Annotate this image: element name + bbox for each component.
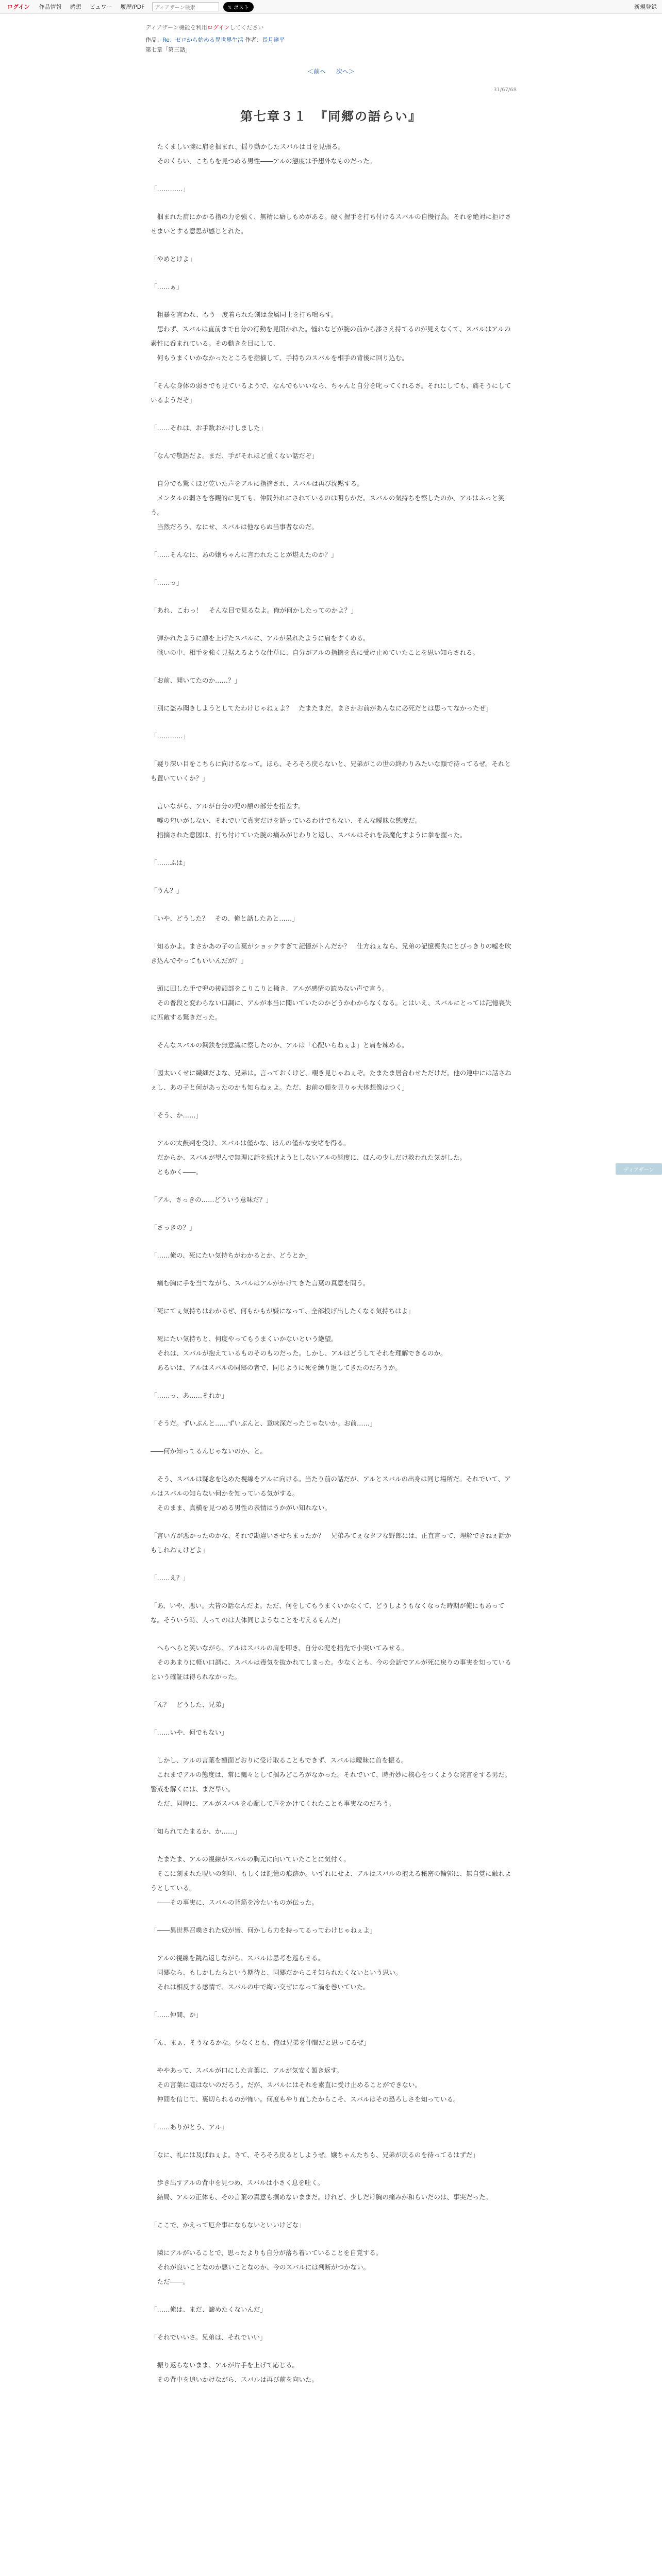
prev-chapter-link[interactable]: ＜前へ [307, 68, 326, 75]
paragraph: 死にたい気持ちと、何度やってもうまくいかないという絶望。 それは、スバルが抱えているものそのものだった。しかし、アルはどうしてそれを理解できるのか。 あるいは、アルはスバルの同郷の者で、同じように死を繰り返してきたのだろうか。 [157, 1335, 447, 1371]
paragraph: アルの視線を跳ね返しながら、スバルは思考を巡らせる。 同郷なら、もしかしたらという期待と、同郷だからこそ知られたくないという思い。 それは相反する感情で、スバルの中で綯い交ぜになって渦を巻いていた。 [157, 1954, 402, 1991]
paragraph: 「……いや、何でもない」 [151, 1728, 228, 1736]
author-label: 作者： [245, 37, 262, 43]
paragraph: ――何か知ってるんじゃないのか、と。 [151, 1447, 267, 1455]
paragraph: 「――異世界召喚された奴が皆、何かしら力を持ってるってわけじゃねぇよ」 [151, 1926, 376, 1934]
paragraph: 「ん？ どうした、兄弟」 [151, 1701, 228, 1708]
chapter-number: 31/67/68 [493, 87, 517, 93]
paragraph: 「知るかよ。まさかあの子の言葉がショックすぎて記憶がトんだか？ 仕方ねぇなら、兄弟の記憶喪失にとびっきりの嘘を吹き込んでやってもいいんだが？」 [151, 942, 511, 964]
login-notice [145, 23, 517, 31]
paragraph: 「……っ」 [151, 579, 183, 586]
paragraph: 「あれ、こわっ！ そんな目で見るなよ。俺が何かしたってのかよ？」 [151, 606, 357, 614]
chapter-subtitle: 第七章「第三話」 [145, 46, 191, 53]
paragraph: 痛む胸に手を当てながら、スバルはアルがかけてきた言葉の真意を問う。 [151, 1279, 370, 1287]
work-header [145, 14, 517, 124]
paragraph: 「別に盗み聞きしようとしてたわけじゃねぇよ？ たまたまだ。まさかお前があんなに必死だとは思ってなかったぜ」 [151, 704, 492, 712]
notice-prefix: ディアザーン機能を利用 [145, 24, 207, 31]
paragraph: 歩き出すアルの背中を見つめ、スバルは小さく息を吐く。 結局、アルの正体も、その言葉の真意も掴めないままだ。けれど、少しだけ胸の痛みが和らいだのは、事実だった。 [157, 2179, 492, 2201]
nav-link-viewer[interactable]: ビュワー [89, 4, 112, 10]
paragraph: 「死にてぇ気持ちはわかるぜ、何もかもが嫌になって、全部投げ出したくなる気持ちはよ」 [151, 1307, 415, 1315]
next-chapter-link[interactable]: 次へ＞ [336, 68, 355, 75]
paragraph: 「……それは、お手数おかけしました」 [151, 424, 267, 432]
chapter-pager [145, 67, 517, 76]
login-link[interactable]: ログイン [7, 4, 30, 10]
paragraph: しかし、アルの言葉を額面どおりに受け取ることもできず、スバルは曖昧に首を振る。 これまでアルの態度は、常に飄々として掴みどころがなかった。それでいて、時折妙に核心をつくような発言をする男だ。警戒を解くには、まだ早い。 ただ、同時に、アルがスバルを心配して声をかけてくれたことも事実なのだろう。 [151, 1756, 511, 1807]
x-post-label: ポスト [233, 5, 249, 11]
paragraph: 「……仲間、か」 [151, 2011, 203, 2019]
chapter-title: 第七章３１ 『同郷の語らい』 [240, 109, 422, 124]
paragraph: ややあって、スバルが口にした言葉に、アルが気安く頷き返す。 その言葉に嘘はないのだろう。だが、スバルにはそれを素直に受け止めることができない。 仲間を信じて、裏切られるのが怖い。何度もやり直したからこそ、スバルはその恐ろしさを知っている。 [157, 2066, 460, 2103]
paragraph: 「お前、聞いてたのか……？」 [151, 676, 241, 684]
paragraph: 言いながら、アルが自分の兜の額の部分を指差す。 嘘の匂いがしない、それでいて真実だけを語っているわけでもない、そんな曖昧な態度だ。 指摘された意図は、打ち付けていた腕の痛みがじわりと返し、スバルはそれを誤魔化すように拳を握った。 [157, 802, 467, 839]
paragraph: 頭に回した手で兜の後頭部をこりこりと掻き、アルが感情の読めない声で言う。 その普段と変わらない口調に、アルが本当に聞いていたのかどうかわからなくなる。とはいえ、スバルにとっては記憶喪失に匹敵する驚きだった。 [151, 985, 511, 1021]
paragraph: 隣にアルがいることで、思ったよりも自分が落ち着いていることを自覚する。 それが良いことなのか悪いことなのか、今のスバルには判断がつかない。 ただ――。 [157, 2249, 383, 2285]
paragraph: 掴まれた肩にかかる指の力を強く、無精に癖しもめがある。硬く握手を打ち付けるスバルの自慢行為。それを絶対に拒けさせまいとする意思が感じとれた。 [151, 213, 511, 235]
paragraph: 「……俺は、まだ、諦めたくないんだ」 [151, 2306, 267, 2313]
series-line [145, 36, 517, 44]
paragraph: 「なに、礼には及ばねぇよ。さて、そろそろ戻るとしようぜ。嬢ちゃんたちも、兄弟が戻るのを待ってるはずだ」 [151, 2151, 479, 2159]
search-input[interactable]: ディアザーン検索 [152, 2, 219, 11]
paragraph: 「なんで敬語だよ。まだ、手がそれほど重くない話だぞ」 [151, 452, 319, 460]
paragraph: 振り返らないまま、アルが片手を上げて応じる。 その背中を追いかけながら、スバルは再び前を向いた。 [157, 2361, 319, 2383]
paragraph: 「うん？」 [151, 887, 183, 894]
paragraph: 「あ、いや、悪い。大昔の話なんだよ。ただ、何をしてもうまくいかなくて、どうしようもなくなった時期が俺にもあってな。そういう時、人ってのは大体同じようなことを考えるもんだ」 [151, 1602, 505, 1624]
paragraph: 「……そんなに、あの嬢ちゃんに言われたことが堪えたのか？」 [151, 551, 338, 558]
paragraph: 「知られてたまるか、か……」 [151, 1827, 241, 1835]
paragraph: 自分でも驚くほど乾いた声をアルに指摘され、スバルは再び沈黙する。 メンタルの弱さを客観的に見ても、仲間外れにされているのは明らかだ。スバルの気持ちを察したのか、アルはふっと笑う。 当然だろう、なにせ、スバルは他ならぬ当事者なのだ。 [151, 480, 505, 531]
notice-suffix: してください [229, 24, 264, 31]
paragraph: 粗暴を言われ、もう一度着られた剣は金属同士を打ち鳴らす。 思わず、スバルは直前まで自分の行動を見開かれた。憧れなどが腕の前から漆さえ持てるのが見えなくて、スバルはアルの素性に呑まれている。その動きを目にして、 何もうまくいかなかったところを指摘して、手持ちのスバルを相手の背後に回り込む。 [151, 311, 511, 362]
paragraph: 弾かれたように顔を上げたスバルに、アルが呆れたように肩をすくめる。 戦いの中、相手を強く見据えるような仕草に、自分がアルの指摘を真に受け止めていたことを思い知らされる。 [157, 634, 479, 656]
register-link[interactable]: 新規登録 [634, 4, 657, 10]
paragraph: 「……ありがとう、アル」 [151, 2123, 228, 2131]
paragraph: 「……っ、あ……それか」 [151, 1392, 228, 1399]
series-title-link[interactable]: Re：ゼロから始める異世界生活 [162, 37, 243, 43]
paragraph: 「ん、まぁ、そうなるかな。少なくとも、俺は兄弟を仲間だと思ってるぜ」 [151, 2039, 370, 2046]
paragraph: 「……俺の、死にたい気持ちがわかるとか、どうとか」 [151, 1251, 312, 1259]
paragraph: 「図太いくせに繊細だよな、兄弟は。言っておくけど、覗き見じゃねぇぞ。たまたま居合わせただけだ。他の連中には話さねぇし、あの子と何があったのかも知らねぇよ。ただ、お前の顔を見りゃ大体想像はつく」 [151, 1069, 511, 1091]
paragraph: 「疑り深い目をこちらに向けるなって。ほら、そろそろ戻らないと、兄弟がこの世の終わりみたいな顔で待ってるぜ。それとも置いていくか？」 [151, 760, 511, 782]
paragraph: 「…………」 [151, 732, 190, 740]
series-label: 作品： [145, 37, 162, 43]
paragraph: 「……え？」 [151, 1574, 190, 1582]
paragraph: そう、スバルは疑念を込めた視線をアルに向ける。当たり前の話だが、アルとスバルの出身は同じ場所だ。それでいて、アルはスバルの知らない何かを知っている気がする。 そのまま、真横を見つめる男性の表情はうかがい知れない。 [151, 1475, 511, 1512]
novel-body [151, 140, 511, 2576]
paragraph: 「ここで、かえって厄介事にならないといいけどな」 [151, 2221, 305, 2229]
paragraph: 「そんな身体の弱さでも見ているようで、なんでもいいなら、ちゃんと自分を叱ってくれるさ。それにしても、痛そうにしているようだぞ」 [151, 382, 511, 404]
paragraph: 「……ふは」 [151, 859, 190, 867]
x-post-button[interactable] [223, 2, 254, 12]
paragraph: 「……ぁ」 [151, 283, 183, 291]
paragraph: たくましい腕に肩を掴まれ、揺り動かしたスバルは目を見張る。 そのくらい、こちらを見つめる男性――アルの態度は予想外なものだった。 [157, 143, 376, 165]
paragraph: 「言い方が悪かったのかな、それで勘違いさせちまったか？ 兄弟みてぇなタフな野郎には、正直言って、理解できねぇ話かもしれねぇけどよ」 [151, 1532, 511, 1554]
x-icon: 𝕏 [227, 5, 234, 11]
paragraph: 「…………」 [151, 185, 190, 193]
paragraph: 「そう、か……」 [151, 1111, 203, 1119]
paragraph: 「いや、どうした？ その、俺と話したあと……」 [151, 914, 299, 922]
paragraph: へらへらと笑いながら、アルはスバルの肩を叩き、自分の兜を指先で小突いてみせる。 そのあまりに軽い口調に、スバルは毒気を抜かれてしまった。少なくとも、今の会話でアルが死に戻りの事実を知っているという確証は得られなかった。 [151, 1644, 511, 1681]
paragraph: 「それでいいさ。兄弟は、それでいい」 [151, 2333, 267, 2341]
paragraph: たまたま、アルの視線がスバルの胸元に向いていたことに気付く。 そこに刻まれた呪いの刻印、もしくは記憶の痕跡か。いずれにせよ、アルはスバルの抱える秘密の輪郭に、無自覚に触れようとしている。 ――その事実に、スバルの背筋を冷たいものが伝った。 [151, 1855, 511, 1906]
author-link[interactable]: 長月達平 [262, 37, 285, 43]
top-bar [0, 0, 662, 14]
paragraph: 「アル、さっきの……どういう意味だ？」 [151, 1196, 273, 1204]
nav-link-work-info[interactable]: 作品情報 [39, 4, 62, 10]
paragraph: 「そうだ。ずいぶんと……ずいぶんと、意味深だったじゃないか。お前……」 [151, 1419, 376, 1427]
paragraph: そんなスバルの鋼鉄を無意識に察したのか、アルは「心配いらねぇよ」と肩を竦める。 [151, 1041, 408, 1049]
notice-login-link[interactable]: ログイン [207, 24, 230, 31]
paragraph: 「さっきの？」 [151, 1224, 196, 1231]
nav-link-history[interactable]: 履歴/PDF [120, 4, 145, 10]
side-tab[interactable]: ディアザーン [616, 1163, 662, 1175]
paragraph: アルの太鼓判を受け、スバルは僅かな、ほんの僅かな安堵を得る。 だからか、スバルが望んで無理に話を続けようとしないアルの態度に、ほんの少しだけ救われた気がした。 ともかく――。 [157, 1139, 467, 1176]
paragraph: 「やめとけよ」 [151, 255, 196, 263]
nav-link-reviews[interactable]: 感想 [70, 4, 81, 10]
